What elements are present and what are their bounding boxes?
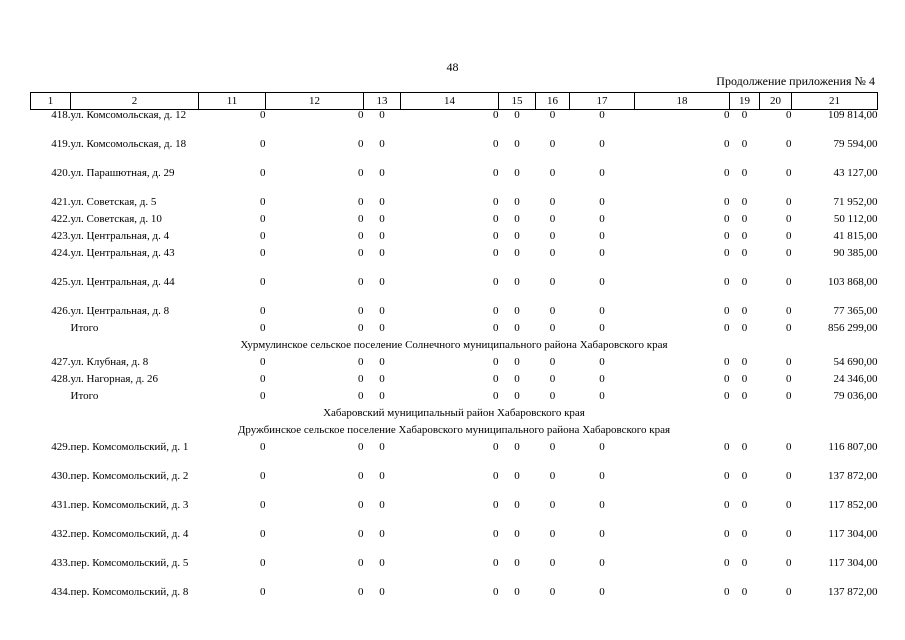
value-cell: 0 xyxy=(741,356,748,368)
table-row xyxy=(31,558,878,587)
address-cell: ул. Клубная, д. 8 xyxy=(70,356,149,368)
value-cell: 0 xyxy=(741,138,748,150)
total-cell: 41 815,00 xyxy=(833,230,878,242)
value-cell: 0 xyxy=(549,470,556,482)
column-header: 19 xyxy=(730,93,760,110)
value-cell: 0 xyxy=(493,276,499,288)
appendix-note: Продолжение приложения № 4 xyxy=(716,74,875,88)
value-cell: 0 xyxy=(260,196,266,208)
value-cell: 0 xyxy=(379,373,385,385)
value-cell: 0 xyxy=(379,305,385,317)
value-cell: 0 xyxy=(514,499,520,511)
value-cell: 0 xyxy=(549,109,556,121)
value-cell: 0 xyxy=(786,213,792,225)
total-cell: 117 852,00 xyxy=(828,499,878,511)
value-cell: 0 xyxy=(493,213,499,225)
value-cell: 0 xyxy=(379,586,385,598)
row-number: 418. xyxy=(51,109,71,121)
row-number: 419. xyxy=(51,138,71,150)
column-header: 12 xyxy=(266,93,364,110)
value-cell: 0 xyxy=(741,167,748,179)
total-cell: 109 814,00 xyxy=(828,109,878,121)
value-cell: 0 xyxy=(741,499,748,511)
value-cell: 0 xyxy=(260,356,266,368)
value-cell: 0 xyxy=(358,528,364,540)
value-cell: 0 xyxy=(379,138,385,150)
section-row xyxy=(31,425,878,442)
value-cell: 0 xyxy=(741,373,748,385)
value-cell: 0 xyxy=(260,390,266,402)
row-number: 432. xyxy=(51,528,71,540)
value-cell: 0 xyxy=(493,109,499,121)
table-row xyxy=(31,277,878,306)
value-cell: 0 xyxy=(741,247,748,259)
address-cell: ул. Комсомольская, д. 12 xyxy=(70,109,187,121)
value-cell: 0 xyxy=(786,276,792,288)
value-cell: 0 xyxy=(724,196,730,208)
value-cell: 0 xyxy=(741,557,748,569)
value-cell: 0 xyxy=(741,390,748,402)
value-cell: 0 xyxy=(493,441,499,453)
value-cell: 0 xyxy=(358,322,364,334)
value-cell: 0 xyxy=(358,196,364,208)
address-cell: пер. Комсомольский, д. 8 xyxy=(70,586,189,598)
value-cell: 0 xyxy=(599,305,605,317)
address-cell: пер. Комсомольский, д. 1 xyxy=(70,441,189,453)
value-cell: 0 xyxy=(493,322,499,334)
value-cell: 0 xyxy=(786,230,792,242)
value-cell: 0 xyxy=(599,230,605,242)
table-row xyxy=(31,248,878,277)
row-number: 420. xyxy=(51,167,71,179)
column-header: 18 xyxy=(635,93,730,110)
value-cell: 0 xyxy=(358,213,364,225)
value-cell: 0 xyxy=(514,356,520,368)
value-cell: 0 xyxy=(786,557,792,569)
value-cell: 0 xyxy=(260,586,266,598)
value-cell: 0 xyxy=(549,322,556,334)
table-row xyxy=(31,197,878,214)
address-cell: ул. Советская, д. 5 xyxy=(70,196,157,208)
value-cell: 0 xyxy=(724,557,730,569)
value-cell: 0 xyxy=(514,528,520,540)
column-header: 2 xyxy=(71,93,199,110)
value-cell: 0 xyxy=(358,138,364,150)
value-cell: 0 xyxy=(724,247,730,259)
value-cell: 0 xyxy=(260,470,266,482)
value-cell: 0 xyxy=(260,373,266,385)
row-number: 424. xyxy=(51,247,71,259)
address-cell: пер. Комсомольский, д. 3 xyxy=(70,499,189,511)
value-cell: 0 xyxy=(599,109,605,121)
value-cell: 0 xyxy=(493,305,499,317)
row-number: 422. xyxy=(51,213,71,225)
value-cell: 0 xyxy=(724,138,730,150)
value-cell: 0 xyxy=(514,322,520,334)
value-cell: 0 xyxy=(493,196,499,208)
column-header: 14 xyxy=(401,93,499,110)
value-cell: 0 xyxy=(786,305,792,317)
value-cell: 0 xyxy=(514,557,520,569)
value-cell: 0 xyxy=(514,305,520,317)
table-row xyxy=(31,323,878,340)
value-cell: 0 xyxy=(260,322,266,334)
value-cell: 0 xyxy=(786,196,792,208)
value-cell: 0 xyxy=(741,470,748,482)
value-cell: 0 xyxy=(549,557,556,569)
value-cell: 0 xyxy=(514,470,520,482)
value-cell: 0 xyxy=(741,109,748,121)
value-cell: 0 xyxy=(493,499,499,511)
value-cell: 0 xyxy=(379,528,385,540)
column-header: 11 xyxy=(199,93,266,110)
value-cell: 0 xyxy=(599,213,605,225)
table-row xyxy=(31,391,878,408)
table-row xyxy=(31,374,878,391)
value-cell: 0 xyxy=(724,213,730,225)
column-header: 20 xyxy=(760,93,792,110)
value-cell: 0 xyxy=(358,390,364,402)
value-cell: 0 xyxy=(514,373,520,385)
value-cell: 0 xyxy=(599,528,605,540)
value-cell: 0 xyxy=(786,356,792,368)
header-row xyxy=(31,93,878,110)
column-header: 13 xyxy=(364,93,401,110)
value-cell: 0 xyxy=(514,138,520,150)
table-row xyxy=(31,471,878,500)
total-cell: 137 872,00 xyxy=(828,586,878,598)
value-cell: 0 xyxy=(379,276,385,288)
value-cell: 0 xyxy=(786,373,792,385)
value-cell: 0 xyxy=(260,230,266,242)
table-row xyxy=(31,529,878,558)
value-cell: 0 xyxy=(741,276,748,288)
table-body xyxy=(31,110,878,617)
value-cell: 0 xyxy=(493,167,499,179)
value-cell: 0 xyxy=(514,390,520,402)
value-cell: 0 xyxy=(741,528,748,540)
value-cell: 0 xyxy=(260,276,266,288)
value-cell: 0 xyxy=(549,138,556,150)
value-cell: 0 xyxy=(379,230,385,242)
value-cell: 0 xyxy=(379,213,385,225)
value-cell: 0 xyxy=(379,356,385,368)
value-cell: 0 xyxy=(260,528,266,540)
value-cell: 0 xyxy=(493,390,499,402)
value-cell: 0 xyxy=(358,276,364,288)
value-cell: 0 xyxy=(514,167,520,179)
total-cell: 79 036,00 xyxy=(833,390,878,402)
value-cell: 0 xyxy=(599,322,605,334)
address-cell: пер. Комсомольский, д. 4 xyxy=(70,528,189,540)
row-number: 430. xyxy=(51,470,71,482)
section-title: Хабаровский муниципальный район Хабаровского края xyxy=(323,407,585,419)
value-cell: 0 xyxy=(514,441,520,453)
column-header: 21 xyxy=(792,93,878,110)
value-cell: 0 xyxy=(599,390,605,402)
value-cell: 0 xyxy=(260,167,266,179)
value-cell: 0 xyxy=(260,213,266,225)
value-cell: 0 xyxy=(493,373,499,385)
value-cell: 0 xyxy=(724,109,730,121)
value-cell: 0 xyxy=(724,167,730,179)
value-cell: 0 xyxy=(379,557,385,569)
value-cell: 0 xyxy=(358,356,364,368)
value-cell: 0 xyxy=(493,247,499,259)
total-cell: 117 304,00 xyxy=(828,528,878,540)
value-cell: 0 xyxy=(599,138,605,150)
value-cell: 0 xyxy=(724,373,730,385)
value-cell: 0 xyxy=(786,390,792,402)
row-number: 423. xyxy=(51,230,71,242)
value-cell: 0 xyxy=(549,499,556,511)
value-cell: 0 xyxy=(786,499,792,511)
value-cell: 0 xyxy=(549,373,556,385)
value-cell: 0 xyxy=(379,499,385,511)
value-cell: 0 xyxy=(260,138,266,150)
value-cell: 0 xyxy=(599,557,605,569)
value-cell: 0 xyxy=(514,213,520,225)
address-cell: ул. Центральная, д. 44 xyxy=(70,276,175,288)
value-cell: 0 xyxy=(358,305,364,317)
total-cell: 90 385,00 xyxy=(833,247,878,259)
value-cell: 0 xyxy=(379,322,385,334)
value-cell: 0 xyxy=(549,586,556,598)
value-cell: 0 xyxy=(358,470,364,482)
value-cell: 0 xyxy=(549,441,556,453)
column-header: 1 xyxy=(31,93,71,110)
address-cell: ул. Центральная, д. 4 xyxy=(70,230,170,242)
value-cell: 0 xyxy=(786,138,792,150)
value-cell: 0 xyxy=(599,196,605,208)
value-cell: 0 xyxy=(493,470,499,482)
section-row xyxy=(31,340,878,357)
address-cell: ул. Парашютная, д. 29 xyxy=(70,167,175,179)
value-cell: 0 xyxy=(741,196,748,208)
column-header: 17 xyxy=(570,93,635,110)
table-row xyxy=(31,168,878,197)
value-cell: 0 xyxy=(379,109,385,121)
value-cell: 0 xyxy=(786,167,792,179)
value-cell: 0 xyxy=(549,196,556,208)
data-table xyxy=(30,92,878,616)
total-cell: 50 112,00 xyxy=(833,213,878,225)
value-cell: 0 xyxy=(724,305,730,317)
value-cell: 0 xyxy=(599,276,605,288)
table-row xyxy=(31,500,878,529)
row-number: 421. xyxy=(51,196,71,208)
value-cell: 0 xyxy=(741,586,748,598)
value-cell: 0 xyxy=(260,247,266,259)
value-cell: 0 xyxy=(599,470,605,482)
address-cell: ул. Нагорная, д. 26 xyxy=(70,373,158,385)
value-cell: 0 xyxy=(549,356,556,368)
row-number: 433. xyxy=(51,557,71,569)
total-cell: 24 346,00 xyxy=(833,373,878,385)
value-cell: 0 xyxy=(786,322,792,334)
value-cell: 0 xyxy=(724,586,730,598)
value-cell: 0 xyxy=(379,441,385,453)
value-cell: 0 xyxy=(549,528,556,540)
total-cell: 54 690,00 xyxy=(833,356,878,368)
value-cell: 0 xyxy=(260,499,266,511)
row-number: 427. xyxy=(51,356,71,368)
row-number xyxy=(31,391,71,408)
value-cell: 0 xyxy=(379,390,385,402)
value-cell: 0 xyxy=(379,167,385,179)
value-cell: 0 xyxy=(549,167,556,179)
value-cell: 0 xyxy=(260,109,266,121)
value-cell: 0 xyxy=(724,528,730,540)
value-cell: 0 xyxy=(260,441,266,453)
total-cell: 137 872,00 xyxy=(828,470,878,482)
table-row xyxy=(31,587,878,616)
value-cell: 0 xyxy=(549,247,556,259)
value-cell: 0 xyxy=(786,586,792,598)
value-cell: 0 xyxy=(599,167,605,179)
value-cell: 0 xyxy=(741,230,748,242)
section-title: Дружбинское сельское поселение Хабаровского муниципального района Хабаровского края xyxy=(237,424,671,436)
value-cell: 0 xyxy=(514,586,520,598)
address-cell: пер. Комсомольский, д. 2 xyxy=(70,470,189,482)
value-cell: 0 xyxy=(549,390,556,402)
value-cell: 0 xyxy=(599,499,605,511)
value-cell: 0 xyxy=(358,373,364,385)
value-cell: 0 xyxy=(379,247,385,259)
value-cell: 0 xyxy=(724,499,730,511)
value-cell: 0 xyxy=(358,109,364,121)
table-row xyxy=(31,231,878,248)
value-cell: 0 xyxy=(358,441,364,453)
value-cell: 0 xyxy=(724,276,730,288)
section-title: Хурмулинское сельское поселение Солнечного муниципального района Хабаровского края xyxy=(240,339,668,351)
value-cell: 0 xyxy=(358,230,364,242)
value-cell: 0 xyxy=(514,247,520,259)
address-cell: ул. Комсомольская, д. 18 xyxy=(70,138,187,150)
value-cell: 0 xyxy=(724,470,730,482)
value-cell: 0 xyxy=(260,557,266,569)
value-cell: 0 xyxy=(549,213,556,225)
value-cell: 0 xyxy=(514,276,520,288)
value-cell: 0 xyxy=(724,390,730,402)
table-row xyxy=(31,214,878,231)
value-cell: 0 xyxy=(493,138,499,150)
row-number: 428. xyxy=(51,373,71,385)
row-number: 434. xyxy=(51,586,71,598)
total-cell: 103 868,00 xyxy=(828,276,878,288)
total-cell: 116 807,00 xyxy=(828,441,878,453)
value-cell: 0 xyxy=(741,441,748,453)
address-cell: ул. Центральная, д. 8 xyxy=(70,305,170,317)
value-cell: 0 xyxy=(786,247,792,259)
value-cell: 0 xyxy=(493,557,499,569)
total-cell: 43 127,00 xyxy=(833,167,878,179)
value-cell: 0 xyxy=(741,213,748,225)
value-cell: 0 xyxy=(724,322,730,334)
value-cell: 0 xyxy=(358,586,364,598)
value-cell: 0 xyxy=(358,499,364,511)
column-header: 16 xyxy=(536,93,570,110)
row-number: 426. xyxy=(51,305,71,317)
total-cell: 71 952,00 xyxy=(833,196,878,208)
row-number: 431. xyxy=(51,499,71,511)
value-cell: 0 xyxy=(724,356,730,368)
value-cell: 0 xyxy=(549,276,556,288)
page-number: 48 xyxy=(446,60,459,74)
value-cell: 0 xyxy=(514,109,520,121)
total-cell: 79 594,00 xyxy=(833,138,878,150)
value-cell: 0 xyxy=(260,305,266,317)
value-cell: 0 xyxy=(358,247,364,259)
value-cell: 0 xyxy=(493,528,499,540)
value-cell: 0 xyxy=(493,586,499,598)
total-cell: 77 365,00 xyxy=(833,305,878,317)
value-cell: 0 xyxy=(741,322,748,334)
address-cell: ул. Советская, д. 10 xyxy=(70,213,162,225)
value-cell: 0 xyxy=(599,356,605,368)
value-cell: 0 xyxy=(358,557,364,569)
table-row xyxy=(31,357,878,374)
table-row xyxy=(31,110,878,140)
value-cell: 0 xyxy=(493,230,499,242)
value-cell: 0 xyxy=(741,305,748,317)
value-cell: 0 xyxy=(724,441,730,453)
value-cell: 0 xyxy=(514,230,520,242)
total-cell: 117 304,00 xyxy=(828,557,878,569)
value-cell: 0 xyxy=(549,305,556,317)
value-cell: 0 xyxy=(379,196,385,208)
address-cell: ул. Центральная, д. 43 xyxy=(70,247,175,259)
value-cell: 0 xyxy=(549,230,556,242)
column-header: 15 xyxy=(499,93,536,110)
section-row xyxy=(31,408,878,425)
value-cell: 0 xyxy=(786,528,792,540)
value-cell: 0 xyxy=(358,167,364,179)
address-cell: пер. Комсомольский, д. 5 xyxy=(70,557,189,569)
table-row xyxy=(31,139,878,168)
row-number: 425. xyxy=(51,276,71,288)
value-cell: 0 xyxy=(514,196,520,208)
value-cell: 0 xyxy=(786,441,792,453)
row-number: 429. xyxy=(51,441,71,453)
value-cell: 0 xyxy=(599,373,605,385)
value-cell: 0 xyxy=(379,470,385,482)
address-cell: Итого xyxy=(70,322,99,334)
value-cell: 0 xyxy=(493,356,499,368)
row-number xyxy=(31,323,71,340)
total-cell: 856 299,00 xyxy=(828,322,878,334)
value-cell: 0 xyxy=(786,470,792,482)
value-cell: 0 xyxy=(599,441,605,453)
value-cell: 0 xyxy=(599,586,605,598)
table-row xyxy=(31,306,878,323)
table-row xyxy=(31,442,878,471)
value-cell: 0 xyxy=(724,230,730,242)
address-cell: Итого xyxy=(70,390,99,402)
value-cell: 0 xyxy=(786,109,792,121)
value-cell: 0 xyxy=(599,247,605,259)
